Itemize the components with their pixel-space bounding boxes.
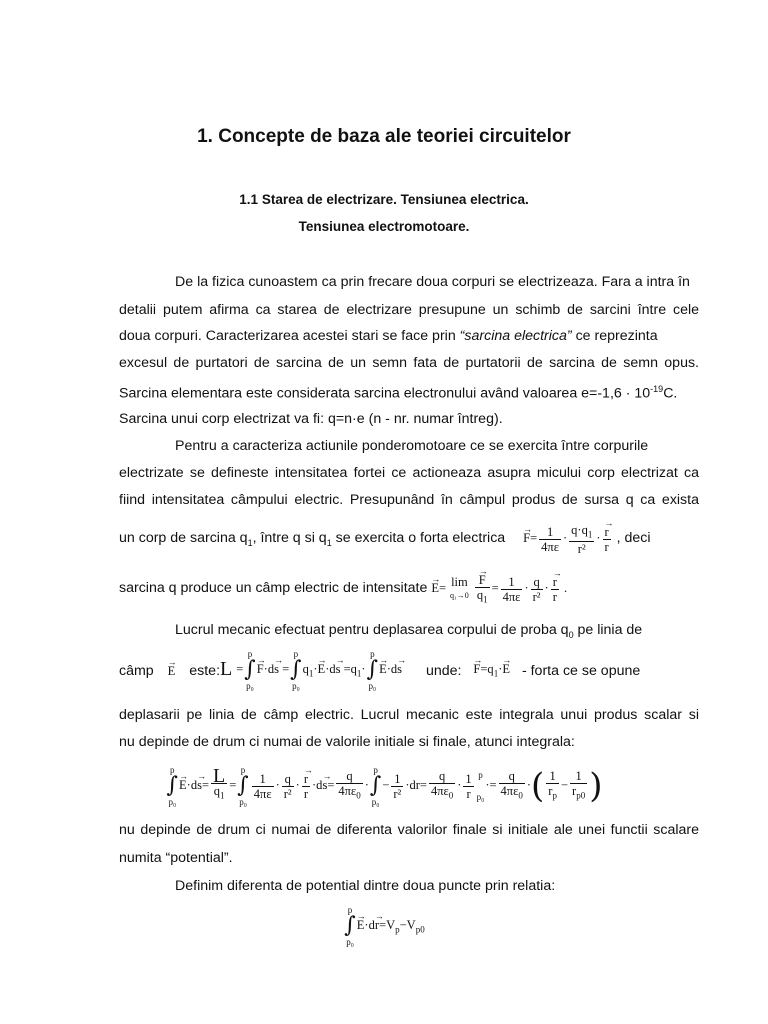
vector-E: → E	[168, 650, 176, 692]
text-run: pe linia de	[573, 622, 643, 638]
text-run: ce reprezinta	[571, 328, 658, 344]
paragraph-4-line: Definim diferenta de potential dintre doua puncte prin relatia:	[175, 878, 556, 894]
integral: p ∫ p₀	[369, 765, 382, 808]
section-title-line-1: 1.1 Starea de electrizare. Tensiunea electrica.	[239, 192, 529, 207]
text-run: este:	[189, 663, 221, 679]
integral: p ∫ p₀	[290, 649, 302, 692]
paragraph-3-line: nu depinde de drum ci numai de diferenta valorilor finale si initiale ale unei functii scalare	[119, 822, 699, 838]
integral: p ∫ p₀	[237, 765, 249, 808]
paragraph-2-line-with-formula	[119, 520, 699, 556]
paragraph-1-line: Sarcina unui corp electrizat va fi: q=n·e (n - nr. numar întreg).	[119, 411, 503, 427]
subscript: 1	[247, 537, 253, 548]
fraction: $\frac{L}{q_1}$	[213, 765, 226, 801]
vector-F: → F	[523, 520, 530, 556]
text-run: - forta ce se opune	[521, 663, 641, 679]
chapter-title: 1. Concepte de baza ale teoriei circuitelor	[197, 126, 571, 147]
text-run: se exercita o forta electrica	[331, 530, 506, 546]
integral: p ∫ p₀	[166, 765, 179, 808]
fraction: $\frac{1}{4\pi\varepsilon}$	[502, 574, 521, 604]
fraction: → $\frac{r}{r}$	[551, 575, 559, 604]
section-title-line-2: Tensiunea electromotoare.	[298, 219, 470, 234]
text-run: câmp	[119, 663, 154, 679]
text-run: unde:	[425, 663, 462, 679]
mechanical-work-formula: =p ∫ p₀→ F·d→ s =p ∫ $p_0q_1\cdot\to E\cdot d\to s =q_1\cdot p$ ∫ p₀→ E·d→ s	[236, 648, 402, 695]
integral: p ∫ p₀	[344, 905, 356, 948]
paragraph-3-line: deplasarii pe linia de câmp electric. Lucrul mecanic este integrala unui produs scalar si	[119, 707, 699, 723]
paragraph-3-line	[175, 620, 699, 645]
integral: p ∫ p₀	[244, 649, 256, 692]
text-run: C.	[663, 385, 678, 402]
exponent: -19	[650, 384, 664, 394]
fraction: $\frac{1}{4\pi\varepsilon}$	[541, 524, 559, 554]
paragraph-3-line: nu depinde de drum ci numai de valorile initiale si finale, atunci integrala:	[119, 734, 575, 750]
text-run: un corp de sarcina q	[119, 530, 248, 546]
text-run: Lucrul mecanic efectuat pentru deplasarea corpului de proba q	[175, 622, 569, 638]
potential-difference-equation: p ∫ $p_0\to E\cdot d\to r=V_p-V_{p0}$	[0, 900, 768, 950]
paragraph-3-line-with-formula	[119, 648, 699, 690]
coulomb-force-formula: → F= $\frac{1}{4\pi\varepsilon}$ · $\frac{q\cdot q_1}{\text{r²}}$ · → $\frac{r}{r}$	[523, 520, 613, 556]
fraction: → $\frac{F}{q_1}$	[475, 573, 490, 607]
paragraph-1-line	[119, 326, 699, 346]
fraction: $\frac{q\cdot q_1}{\text{r²}}$	[571, 522, 593, 557]
field-intensity-formula: → E= lim q₁→0 → $\frac{F}{q_1}$ = $\frac{1}{4\pi\varepsilon}$ · $\frac{q}{\text{r²}}$ · → $\frac{r}{r}$ .	[431, 568, 567, 608]
paragraph-3-line: numita “potential”.	[119, 850, 233, 866]
subscript: 1	[326, 537, 332, 548]
paragraph-2-line-with-formula	[119, 568, 699, 608]
work-symbol: L	[220, 658, 233, 680]
text-run: sarcina q produce un câmp electric de intensitate	[119, 580, 428, 596]
text-run: , deci	[616, 530, 651, 546]
paragraph-1-line: detalii putem afirma ca starea de electrizare presupune un schimb de sarcini între cele	[119, 302, 699, 318]
paragraph-2-line: Pentru a caracteriza actiunile ponderomotoare ce se exercita între corpurile	[175, 438, 649, 454]
paragraph-2-line: fiind intensitatea câmpului electric. Presupunând în câmpul produs de sursa q ca exista	[119, 492, 699, 508]
paragraph-1-line: De la fizica cunoastem ca prin frecare doua corpuri se electrizeaza. Fara a intra în	[175, 274, 690, 290]
paragraph-1-line	[119, 379, 699, 404]
subscript: 0	[568, 629, 574, 640]
text-run: Sarcina elementara este considerata sarcina electronului având valoarea e=-1,6 · 10	[119, 385, 651, 402]
text-run: , între q si q	[252, 530, 327, 546]
limit: lim q₁→0	[450, 575, 469, 601]
integral: p ∫ p₀	[366, 649, 379, 692]
work-integral-equation: p ∫ p₀→ E·d→ s= $\frac{L}{q_1}$ =p ∫ p₀ $\frac{1}{4\pi\varepsilon}$ · $\frac{q}{\text{r²}}$ · → $\frac{r}{r}$ ·d→ s= $\frac{q}{4\pi\varepsilon_0}$ ·p ∫ p₀− $\frac{1}{\text{r²}}$ ·dr= $\frac{q}{4\pi\varepsilon_0}$ · $\frac{1}{r}$ p p₀·= $\frac{q}{4\pi\varepsilon_0}$ ·( $\frac{1}{r_p}$ − $\frac{1}{r_{p0}}$ )	[0, 760, 768, 810]
paragraph-2-line: electrizate se defineste intensitatea fortei ce actioneaza asupra micului corp electrizat ca	[119, 465, 699, 481]
text-run: doua corpuri. Caracterizarea acestei stari se face prin	[119, 328, 460, 344]
evaluation-bar: p p₀	[476, 770, 485, 803]
force-relation: → $F=q_1\cdot\to E$	[473, 648, 510, 695]
paragraph-1-line: excesul de purtatori de sarcina de un semn fata de purtatorii de sarcina de semn opus.	[119, 355, 699, 371]
fraction: $\frac{q}{\text{r²}}$	[532, 574, 541, 604]
fraction: → $\frac{r}{r}$	[603, 525, 611, 554]
italic-term: “sarcina electrica”	[459, 328, 572, 344]
